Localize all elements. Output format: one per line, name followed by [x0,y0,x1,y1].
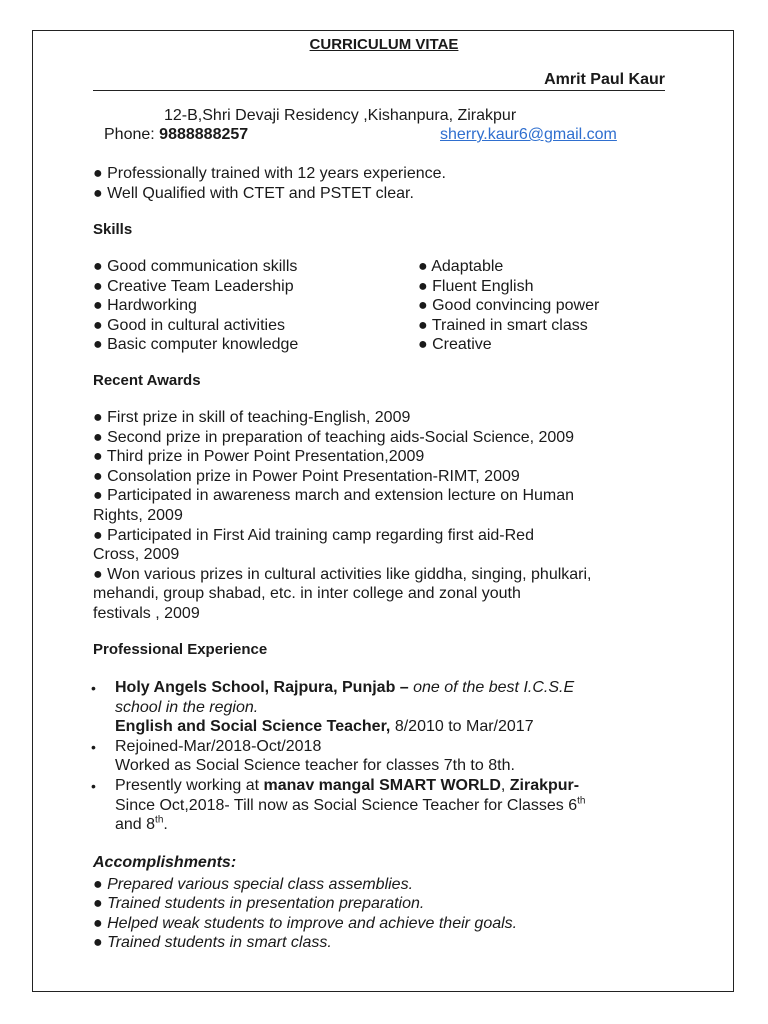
phone-line [104,126,248,144]
skill-item: ● Adaptable [418,258,504,275]
award-line: Rights, 2009 [93,507,183,524]
phone-number: 9888888257 [159,126,249,143]
job3-sup: th [577,795,586,807]
award-line: ● Won various prizes in cultural activities like giddha, singing, phulkari, [93,566,592,583]
skill-item: ● Creative Team Leadership [93,278,294,295]
job3-detail: and 8 [115,816,156,833]
skill-item: ● Good convincing power [418,297,600,314]
job2-line: Rejoined-Mar/2018-Oct/2018 [115,738,322,755]
job3-city: Zirakpur- [509,777,580,794]
job1-description: one of the best I.C.S.E [408,679,575,696]
phone-label: Phone: [104,126,155,143]
summary-line: ● Professionally trained with 12 years experience. [93,165,446,182]
award-line: ● Consolation prize in Power Point Presentation-RIMT, 2009 [93,468,520,485]
award-line: ● Third prize in Power Point Presentation,2009 [93,448,425,465]
job3-school: manav mangal SMART WORLD [263,777,501,794]
awards-heading: Recent Awards [93,372,201,389]
accomplishment-line: ● Trained students in presentation preparation. [93,895,425,912]
skill-item: ● Hardworking [93,297,197,314]
address: 12-B,Shri Devaji Residency ,Kishanpura, Zirakpur [164,107,517,124]
accomplishment-line: ● Prepared various special class assemblies. [93,876,414,893]
job1-school: Holy Angels School, Rajpura, Punjab – [115,679,409,696]
job3-comma: , [500,777,510,794]
email-link[interactable]: sherry.kaur6@gmail.com [440,126,617,143]
skill-item: ● Good in cultural activities [93,317,285,334]
skill-item: ● Creative [418,336,492,353]
award-line: ● Second prize in preparation of teaching aids-Social Science, 2009 [93,429,575,446]
award-line: ● First prize in skill of teaching-English, 2009 [93,409,411,426]
skill-item: ● Good communication skills [93,258,298,275]
skill-item: ● Fluent English [418,278,534,295]
bullet-icon: • [91,680,96,696]
job3-line [115,796,586,815]
award-line: festivals , 2009 [93,605,200,622]
job3-line [115,776,579,795]
job1-line [115,678,574,697]
skills-heading: Skills [93,221,133,238]
bullet-icon: • [91,739,96,755]
job1-dates: 8/2010 to Mar/2017 [390,718,534,735]
summary-line: ● Well Qualified with CTET and PSTET clear. [93,185,414,202]
job1-role-line [115,717,534,736]
skill-item: ● Trained in smart class [418,317,588,334]
skill-item: ● Basic computer knowledge [93,336,299,353]
candidate-name: Amrit Paul Kaur [544,71,665,88]
header-rule [93,90,665,91]
accomplishment-line: ● Trained students in smart class. [93,934,332,951]
job1-role: English and Social Science Teacher, [115,718,391,735]
bullet-icon: • [91,778,96,794]
experience-heading: Professional Experience [93,641,268,658]
award-line: mehandi, group shabad, etc. in inter college and zonal youth [93,585,521,602]
job3-detail: Since Oct,2018- Till now as Social Science Teacher for Classes 6 [115,797,578,814]
accomplishments-heading: Accomplishments: [93,854,237,871]
job3-prefix: Presently working at [115,777,264,794]
document-title: CURRICULUM VITAE [309,36,459,53]
accomplishment-line: ● Helped weak students to improve and achieve their goals. [93,915,518,932]
job3-sup: th [155,814,164,826]
job1-description-cont: school in the region. [115,699,259,716]
job3-line [115,815,168,834]
award-line: ● Participated in awareness march and extension lecture on Human [93,487,575,504]
award-line: Cross, 2009 [93,546,180,563]
job3-end: . [163,816,168,833]
job2-line: Worked as Social Science teacher for classes 7th to 8th. [115,757,515,774]
award-line: ● Participated in First Aid training camp regarding first aid-Red [93,527,534,544]
